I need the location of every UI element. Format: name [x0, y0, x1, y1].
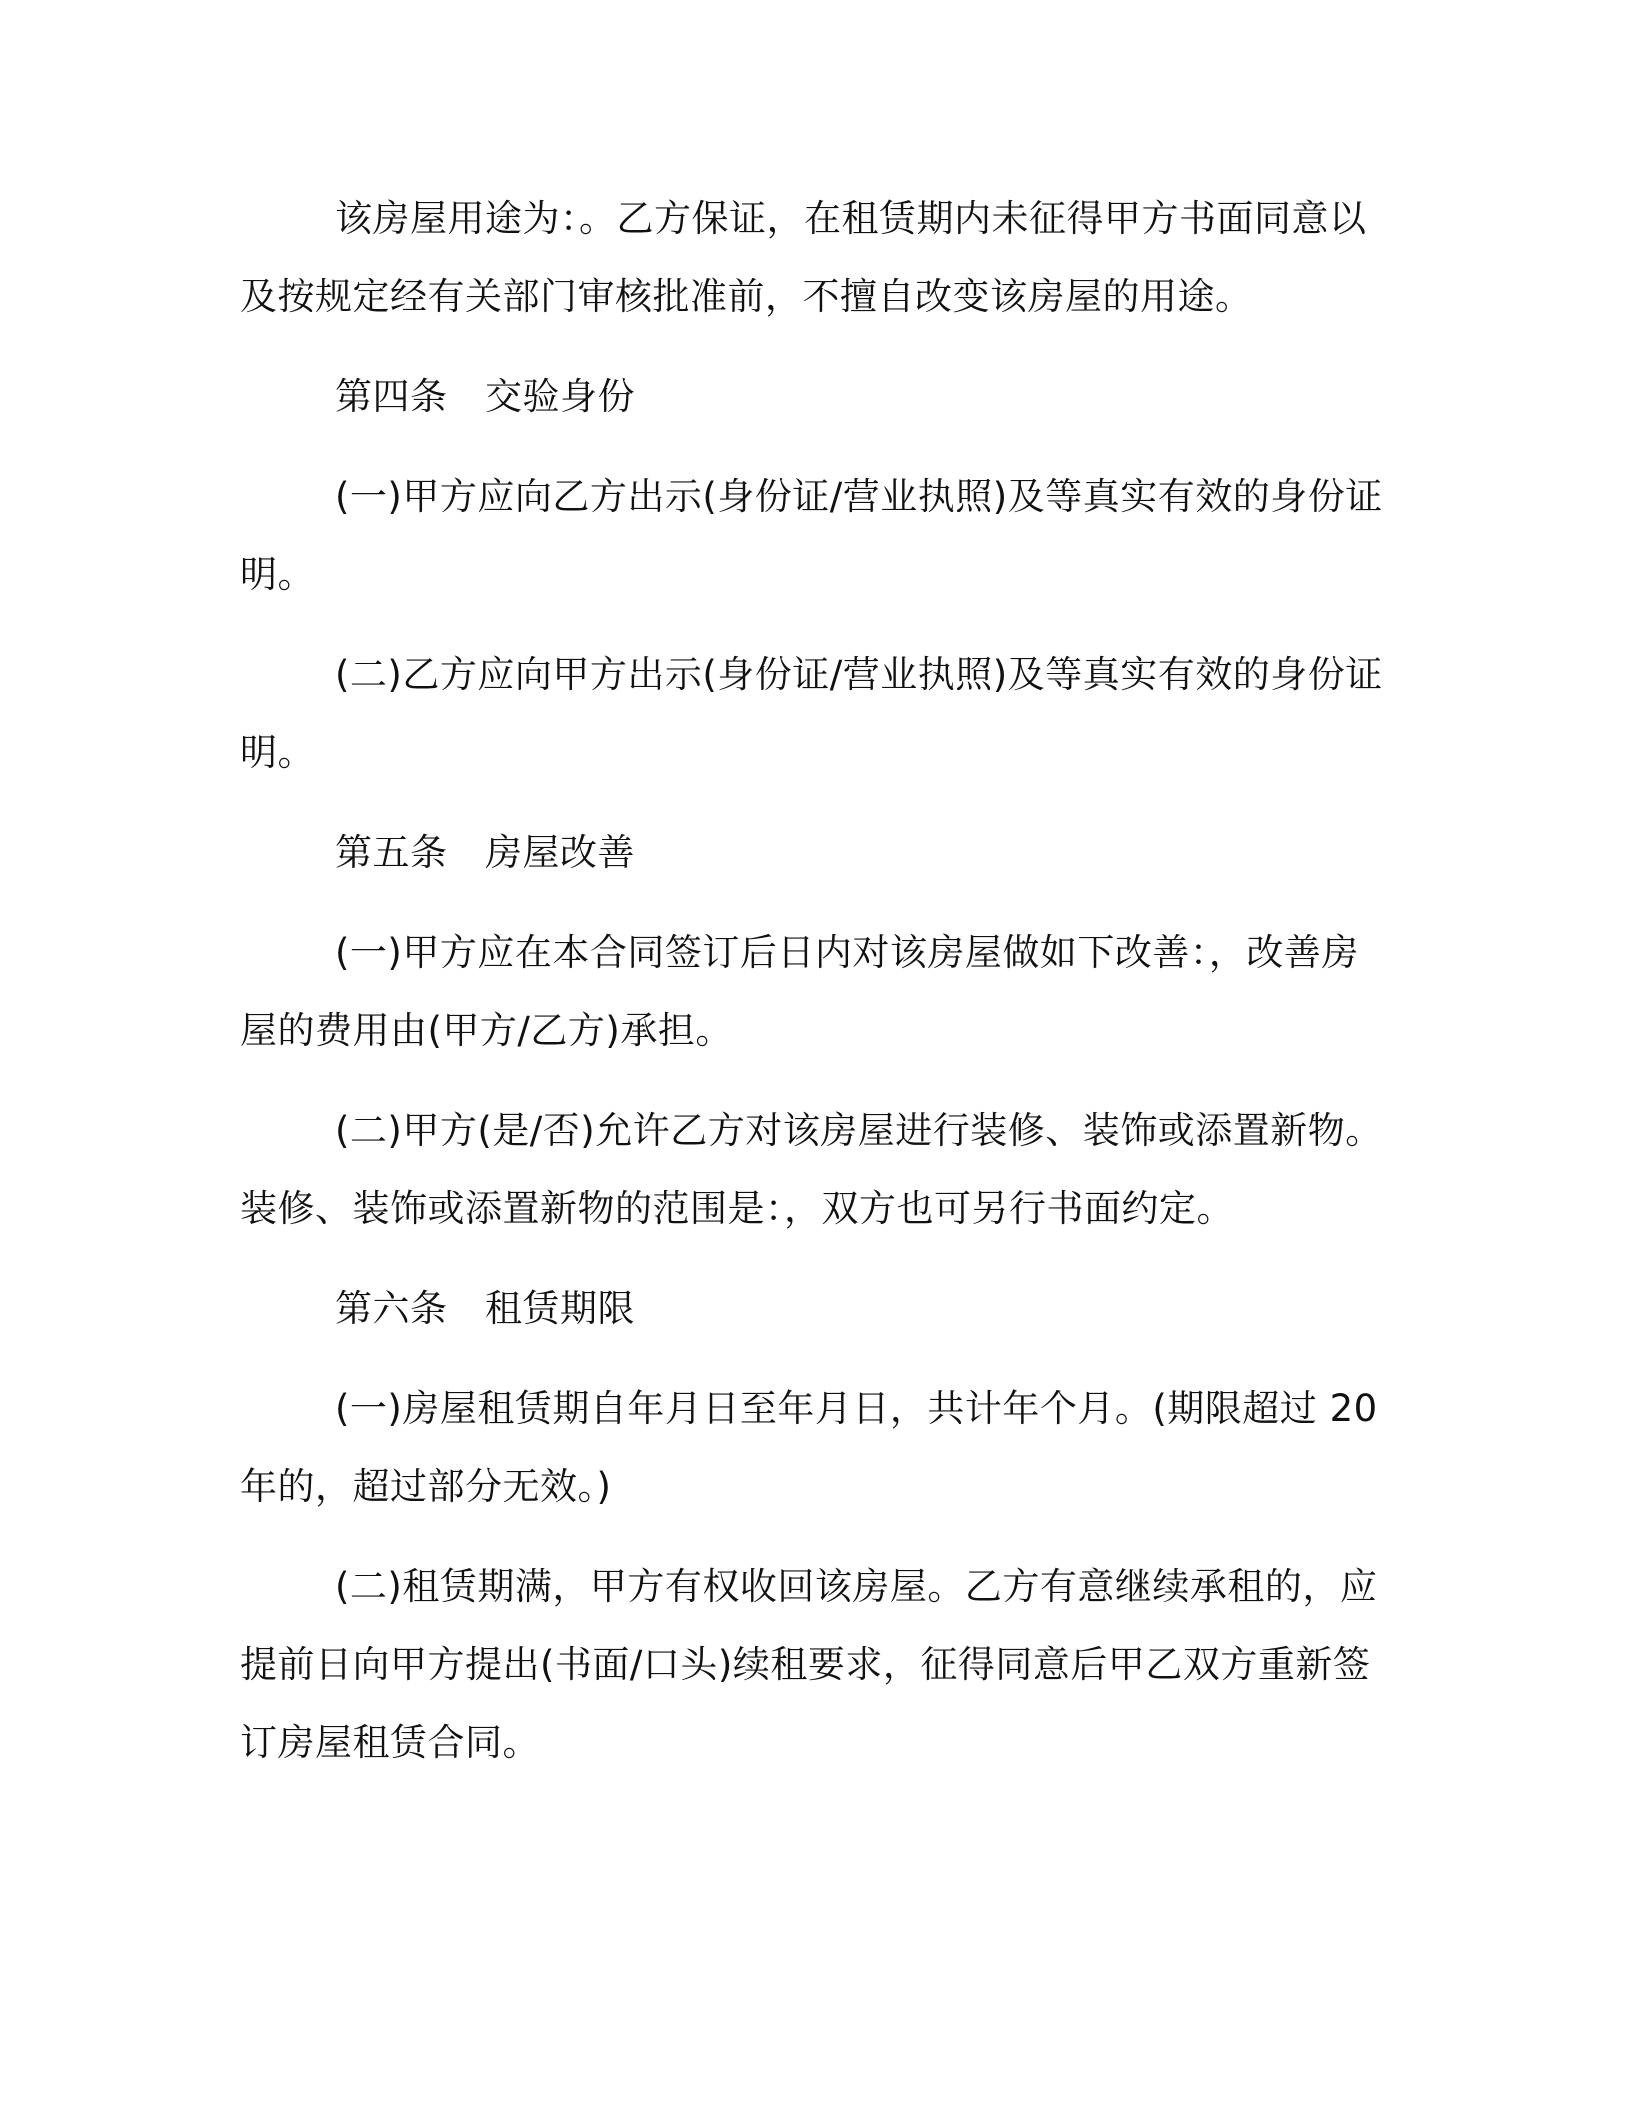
spacer	[240, 1070, 1390, 1092]
spacer	[240, 792, 1390, 814]
paragraph-identity-party-b: (二)乙方应向甲方出示(身份证/营业执照)及等真实有效的身份证明。	[240, 653, 1383, 774]
paragraph-improvement-2: (二)甲方(是/否)允许乙方对该房屋进行装修、装饰或添置新物。装修、装饰或添置新物的范围是：，双方也可另行书面约定。	[240, 1109, 1383, 1230]
paragraph-lease-term-2: (二)租赁期满，甲方有权收回该房屋。乙方有意继续承租的，应提前日向甲方提出(书面/口头)续租要求，征得同意后甲乙双方重新签订房屋租赁合同。	[240, 1565, 1378, 1764]
spacer	[240, 1248, 1390, 1270]
spacer	[240, 436, 1390, 458]
article-heading-6: 第六条 租赁期限	[335, 1287, 635, 1330]
spacer	[240, 614, 1390, 636]
article-heading-4: 第四条 交验身份	[335, 375, 635, 418]
paragraph-lease-term-1: (一)房屋租赁期自年月日至年月日，共计年个月。(期限超过 20 年的，超过部分无效。)	[240, 1387, 1378, 1508]
spacer	[240, 1526, 1390, 1548]
article-heading-5: 第五条 房屋改善	[335, 831, 635, 874]
spacer	[240, 892, 1390, 914]
document-body	[240, 180, 1390, 1782]
paragraph-improvement-1: (一)甲方应在本合同签订后日内对该房屋做如下改善：，改善房屋的费用由(甲方/乙方)承担。	[240, 931, 1359, 1052]
spacer	[240, 336, 1390, 358]
spacer	[240, 1348, 1390, 1370]
paragraph-identity-party-a: (一)甲方应向乙方出示(身份证/营业执照)及等真实有效的身份证明。	[240, 475, 1383, 596]
paragraph-usage-clause: 该房屋用途为：。乙方保证，在租赁期内未征得甲方书面同意以及按规定经有关部门审核批准前，不擅自改变该房屋的用途。	[240, 197, 1367, 318]
